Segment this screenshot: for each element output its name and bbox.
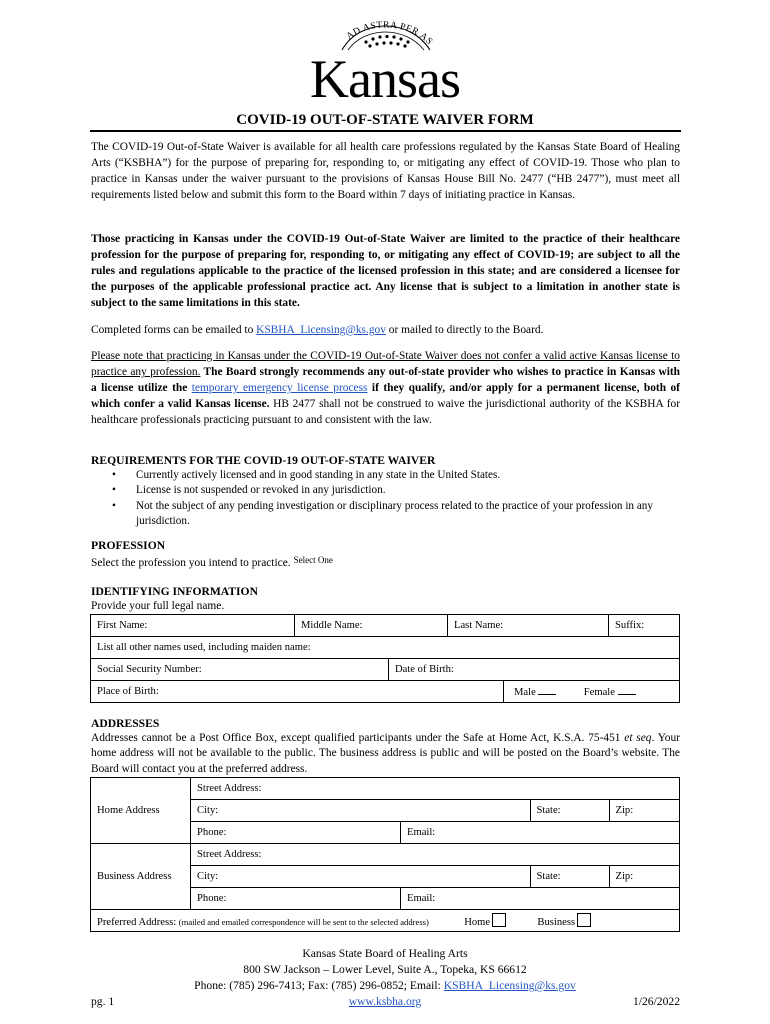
business-state-field[interactable]: State: xyxy=(531,866,610,887)
preferred-home-option[interactable]: Home xyxy=(464,917,506,928)
footer-email-link[interactable]: KSBHA_Licensing@ks.gov xyxy=(443,979,576,992)
home-state-field[interactable]: State: xyxy=(531,800,610,821)
profession-prompt: Select the profession you intend to practice. $^{Select One}$ xyxy=(91,555,333,569)
board-email-link[interactable]: KSBHA_Licensing@ks.gov xyxy=(256,324,386,336)
bullet-icon: • xyxy=(112,469,116,481)
identifying-table xyxy=(90,614,680,703)
identifying-prompt: Provide your full legal name. xyxy=(91,600,225,612)
footer-address: 800 SW Jackson – Lower Level, Suite A., Topeka, KS 66612 xyxy=(243,963,527,976)
business-zip-field[interactable]: Zip: xyxy=(615,871,634,882)
business-checkbox[interactable] xyxy=(577,913,591,927)
list-item: • License is not suspended or revoked in any jurisdiction. xyxy=(112,483,682,498)
last-name-field[interactable]: Last Name: xyxy=(448,615,609,637)
bullet-icon: • xyxy=(112,484,116,497)
home-address-label: Home Address xyxy=(91,778,191,844)
female-option[interactable]: Female xyxy=(584,687,636,698)
first-name-field[interactable]: First Name: xyxy=(91,615,295,637)
business-address-label: Business Address xyxy=(91,844,191,910)
kansas-logo xyxy=(290,20,480,109)
preferred-business-option[interactable]: Business xyxy=(537,917,591,928)
logo-wordmark: Kansas xyxy=(310,49,460,109)
page-number: pg. 1 xyxy=(91,995,115,1008)
intro-paragraph: The COVID-19 Out-of-State Waiver is available for all health care professions regulated by the Kansas State Board of Healing Arts (“KSBHA”) for the purpose of preparing for, responding to, or mitigating any effect of COVID-19. Those who plan to practice in Kansas under the waiver pursuant to the provisions of Kansas House Bill No. 2477 (“HB 2477”), must meet all requirements listed below and submit this form to the Board within 7 days of initiating practice in Kansas. xyxy=(91,141,680,202)
male-blank[interactable] xyxy=(538,685,556,695)
place-of-birth-field[interactable]: Place of Birth: xyxy=(91,681,504,702)
requirements-list xyxy=(112,468,682,529)
home-zip-field[interactable]: Zip: xyxy=(615,805,634,816)
suffix-field[interactable]: Suffix: xyxy=(609,615,680,637)
home-street-field[interactable]: Street Address: xyxy=(191,778,680,800)
bullet-icon: • xyxy=(112,499,116,512)
waiver-limits-paragraph: Those practicing in Kansas under the COVID-19 Out-of-State Waiver are limited to the practice of their healthcare profession for the purpose of preparing for, responding to, or mitigating any effect of COVID-19; are subject to all the rules and regulations applicable to the practice of the licensed profession in this state; and are considered a licensee for the purposes of the applicable professional practice act. Any license that is subject to a limitation in another state is subject to the same limitations in this state. xyxy=(91,233,680,310)
addresses-instructions: Addresses cannot be a Post Office Box, except qualified participants under the Safe at Home Act, K.S.A. 75-451 et seq. Your home address will not be available to the public. The business address is public and will be posted on the Board’s website. The Board will contact you at the preferred address. xyxy=(91,732,680,775)
preferred-address-label: Preferred Address: xyxy=(97,917,177,928)
logo-motto: AD ASTRA PER AS xyxy=(344,20,435,48)
title-divider xyxy=(90,130,681,132)
list-item: • Not the subject of any pending investigation or disciplinary process related to the practice of your profession in any jurisdiction. xyxy=(112,499,653,527)
addresses-table xyxy=(90,777,680,932)
business-street-field[interactable]: Street Address: xyxy=(191,844,680,866)
form-title: COVID-19 OUT-OF-STATE WAIVER FORM xyxy=(236,112,534,128)
ssn-field[interactable]: Social Security Number: xyxy=(91,659,389,680)
business-email-field[interactable]: Email: xyxy=(401,888,680,910)
footer xyxy=(90,946,680,1010)
temporary-license-link[interactable]: temporary emergency license process xyxy=(191,382,368,395)
preferred-address-note: (mailed and emailed correspondence will be sent to the selected address) xyxy=(178,917,429,927)
submission-instructions: Completed forms can be emailed to KSBHA_Licensing@ks.gov or mailed to directly to the Board. xyxy=(91,324,544,336)
home-city-field[interactable]: City: xyxy=(191,800,531,822)
license-note-paragraph: Please note that practicing in Kansas under the COVID-19 Out-of-State Waiver does not confer a valid active Kansas license to practice any profession. The Board strongly recommends any out-of-state provider who wishes to practice in Kansas with a license utilize the temporary emergency license process if they qualify, and/or apply for a permanent license, both of which confer a valid Kansas license. HB 2477 shall not be construed to waive the jurisdictional authority of the KSBHA for healthcare professionals practicing pursuant to and consistent with the law. xyxy=(91,350,680,427)
profession-heading: PROFESSION xyxy=(91,539,166,552)
addresses-heading: ADDRESSES xyxy=(91,717,160,730)
dob-field[interactable]: Date of Birth: xyxy=(395,664,454,675)
male-option[interactable]: Male xyxy=(514,687,556,698)
list-item: • Currently actively licensed and in good standing in any state in the United States. xyxy=(112,468,682,483)
identifying-heading: IDENTIFYING INFORMATION xyxy=(91,585,258,598)
revision-date: 1/26/2022 xyxy=(632,995,680,1008)
business-phone-field[interactable]: Phone: xyxy=(191,888,401,910)
profession-select[interactable]: Select One xyxy=(293,555,333,565)
footer-website-link[interactable]: www.ksbha.org xyxy=(348,995,422,1008)
footer-contact: Phone: (785) 296-7413; Fax: (785) 296-0852; Email: KSBHA_Licensing@ks.gov xyxy=(194,979,576,992)
other-names-field[interactable]: List all other names used, including maiden name: xyxy=(91,637,680,659)
footer-org: Kansas State Board of Healing Arts xyxy=(302,947,468,960)
female-blank[interactable] xyxy=(618,685,636,695)
home-phone-field[interactable]: Phone: xyxy=(191,822,401,844)
home-email-field[interactable]: Email: xyxy=(401,822,680,844)
middle-name-field[interactable]: Middle Name: xyxy=(295,615,448,637)
home-checkbox[interactable] xyxy=(492,913,506,927)
requirements-heading: REQUIREMENTS FOR THE COVID-19 OUT-OF-STATE WAIVER xyxy=(91,454,436,467)
business-city-field[interactable]: City: xyxy=(191,866,531,888)
